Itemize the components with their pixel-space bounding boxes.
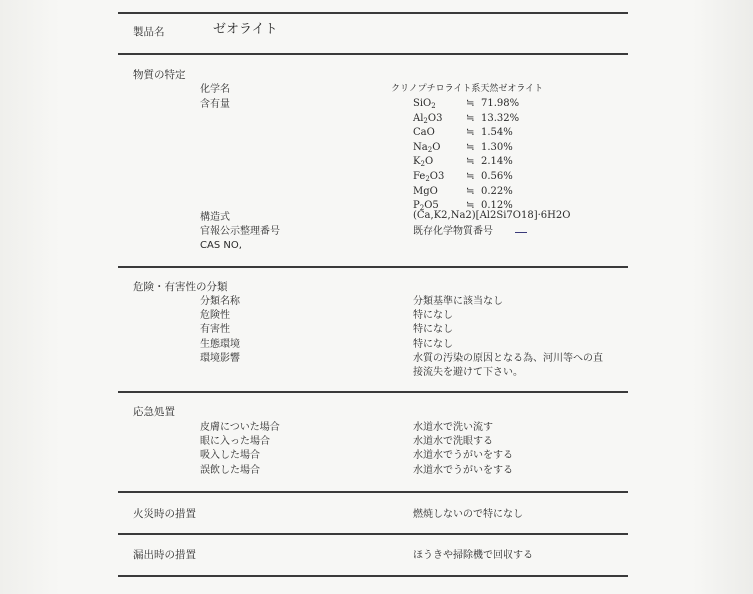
product-label: 製品名 — [133, 26, 165, 38]
component-value: 0.12% — [481, 200, 513, 212]
hazard-value: 特になし — [413, 310, 453, 322]
first-aid-label: 吸入した場合 — [200, 450, 260, 462]
formula-tail: O3 — [427, 112, 443, 124]
divider — [118, 266, 628, 268]
component-formula — [413, 155, 433, 171]
formula-tail: O5 — [424, 200, 439, 212]
approx-sign: ≒ — [466, 141, 475, 153]
chem-name-label: 化学名 — [200, 84, 230, 95]
hazard-label: 生態環境 — [200, 338, 240, 350]
hazard-value: 特になし — [413, 338, 453, 350]
formula-base: Fe — [413, 171, 426, 182]
component-formula — [413, 185, 438, 201]
first-aid-heading: 応急処置 — [133, 406, 175, 418]
divider — [118, 12, 628, 14]
approx-sign: ≒ — [466, 156, 475, 168]
formula-base: CaO — [413, 127, 435, 139]
chem-name-value: クリノプチロライト系天然ゼオライト — [391, 84, 544, 94]
first-aid-value: 水道水で洗い流す — [413, 422, 493, 433]
divider — [118, 53, 628, 55]
leak-value: ほうきや掃除機で回収する — [413, 550, 533, 561]
fire-value: 燃焼しないので特になし — [413, 509, 523, 520]
first-aid-value: 水道水でうがいをする — [413, 464, 513, 476]
gazette-value: 既存化学物質番号 — [413, 226, 493, 237]
component-formula — [413, 126, 435, 142]
content-label: 含有量 — [200, 99, 230, 110]
hazard-label: 環境影響 — [200, 352, 240, 364]
divider — [118, 491, 628, 493]
approx-sign: ≒ — [466, 171, 475, 182]
component-value: 0.22% — [481, 185, 513, 197]
first-aid-label: 皮膚についた場合 — [200, 422, 280, 433]
hazard-env-line2: 接流失を避けて下さい。 — [413, 367, 523, 378]
hazard-label: 有害性 — [200, 324, 230, 336]
approx-sign: ≒ — [466, 127, 475, 139]
component-value: 1.30% — [481, 141, 513, 153]
component-value: 13.32% — [481, 112, 520, 124]
component-value: 71.98% — [481, 98, 520, 109]
formula-base: K — [413, 156, 421, 168]
first-aid-label: 眼に入った場合 — [200, 436, 270, 448]
dash-mark — [515, 232, 527, 233]
structure-value: (Ca,K2,Na2)[Al2Si7O18]·6H2O — [413, 210, 571, 221]
formula-subscript: 2 — [420, 160, 425, 169]
hazard-label: 危険性 — [200, 310, 230, 322]
component-value: 1.54% — [481, 127, 513, 139]
formula-tail: O — [424, 156, 434, 168]
formula-base: SiO — [413, 98, 432, 109]
first-aid-value: 水道水で洗眼する — [413, 436, 493, 448]
leak-label: 漏出時の措置 — [133, 549, 196, 561]
formula-base: P — [413, 200, 420, 212]
formula-subscript: 2 — [427, 145, 433, 154]
formula-subscript: 2 — [419, 204, 425, 213]
divider — [118, 533, 628, 535]
approx-sign: ≒ — [466, 185, 475, 197]
formula-base: Na — [413, 141, 428, 153]
component-value: 0.56% — [481, 171, 513, 182]
first-aid-label: 誤飲した場合 — [200, 464, 260, 476]
approx-sign: ≒ — [466, 200, 475, 212]
formula-tail: O — [432, 141, 441, 153]
formula-subscript: 2 — [423, 116, 428, 125]
divider — [118, 391, 628, 393]
component-value: 2.14% — [481, 156, 513, 168]
component-formula — [413, 141, 440, 157]
fire-label: 火災時の措置 — [133, 508, 196, 520]
gazette-label: 官報公示整理番号 — [200, 226, 280, 237]
hazard-heading: 危険・有害性の分類 — [133, 281, 228, 293]
formula-base: Al — [413, 112, 424, 124]
product-value: ゼオライト — [213, 22, 278, 37]
hazard-value: 分類基準に該当なし — [413, 296, 503, 307]
formula-tail: O3 — [429, 171, 445, 182]
formula-subscript: 2 — [431, 102, 436, 110]
formula-subscript: 2 — [425, 175, 430, 183]
hazard-value: 水質の汚染の原因となる為、河川等への直 — [413, 352, 603, 364]
cas-label: CAS NO, — [200, 240, 242, 251]
structure-label: 構造式 — [200, 212, 230, 223]
divider — [118, 575, 628, 577]
component-formula — [413, 170, 444, 186]
hazard-value: 特になし — [413, 324, 453, 336]
component-formula — [413, 112, 442, 128]
approx-sign: ≒ — [466, 98, 475, 109]
approx-sign: ≒ — [466, 112, 475, 124]
formula-base: MgO — [413, 185, 438, 197]
substance-heading: 物質の特定 — [133, 69, 186, 81]
first-aid-value: 水道水でうがいをする — [413, 450, 513, 462]
hazard-label: 分類名称 — [200, 296, 240, 307]
component-formula — [413, 97, 436, 113]
